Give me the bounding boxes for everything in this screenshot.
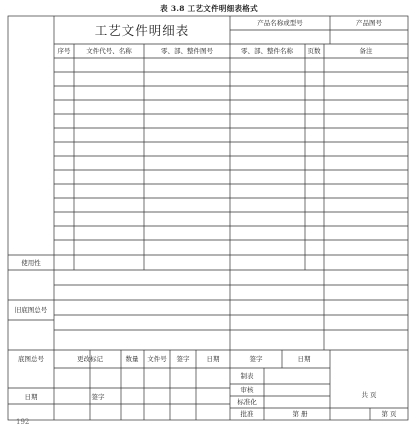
usage-label: 使用性 — [21, 259, 41, 267]
made-by-label: 制表 — [240, 372, 254, 380]
col-part-no: 零、部、整件图号 — [161, 47, 213, 55]
approved-label: 批准 — [240, 410, 254, 418]
row-date-label: 日期 — [24, 393, 38, 401]
col-seq: 序号 — [57, 47, 71, 55]
col-doc-code: 文件代号、名称 — [86, 47, 132, 55]
sign2-label: 签字 — [249, 355, 263, 363]
col-part-name: 零、部、整件名称 — [241, 47, 293, 55]
product-drawing-label: 产品图号 — [356, 19, 382, 27]
col-remark: 备注 — [359, 47, 373, 55]
product-name-label: 产品名称或型号 — [257, 19, 303, 27]
table-caption: 表 3.8 工艺文件明细表格式 — [160, 4, 258, 13]
change-mark-label: 更改标记 — [77, 355, 103, 363]
doc-number-label: 文件号 — [147, 355, 167, 363]
sheet-label: 第 册 — [292, 410, 308, 418]
total-pages-label: 共 页 — [361, 391, 377, 399]
form-title: 工艺文件明细表 — [94, 23, 190, 38]
checked-label: 审核 — [240, 386, 254, 394]
page-number: 192 — [16, 418, 30, 426]
old-base-number-label: 旧底图总号 — [14, 306, 48, 314]
sign-label: 签字 — [176, 355, 190, 363]
row-sign-label: 签字 — [91, 393, 105, 401]
date-label: 日期 — [206, 355, 220, 363]
standardized-label: 标准化 — [237, 398, 257, 406]
quantity-label: 数量 — [125, 355, 139, 363]
col-pages: 页数 — [307, 47, 321, 55]
page-label: 第 页 — [381, 410, 397, 418]
base-number-label: 底图总号 — [18, 355, 44, 363]
date2-label: 日期 — [297, 355, 311, 363]
